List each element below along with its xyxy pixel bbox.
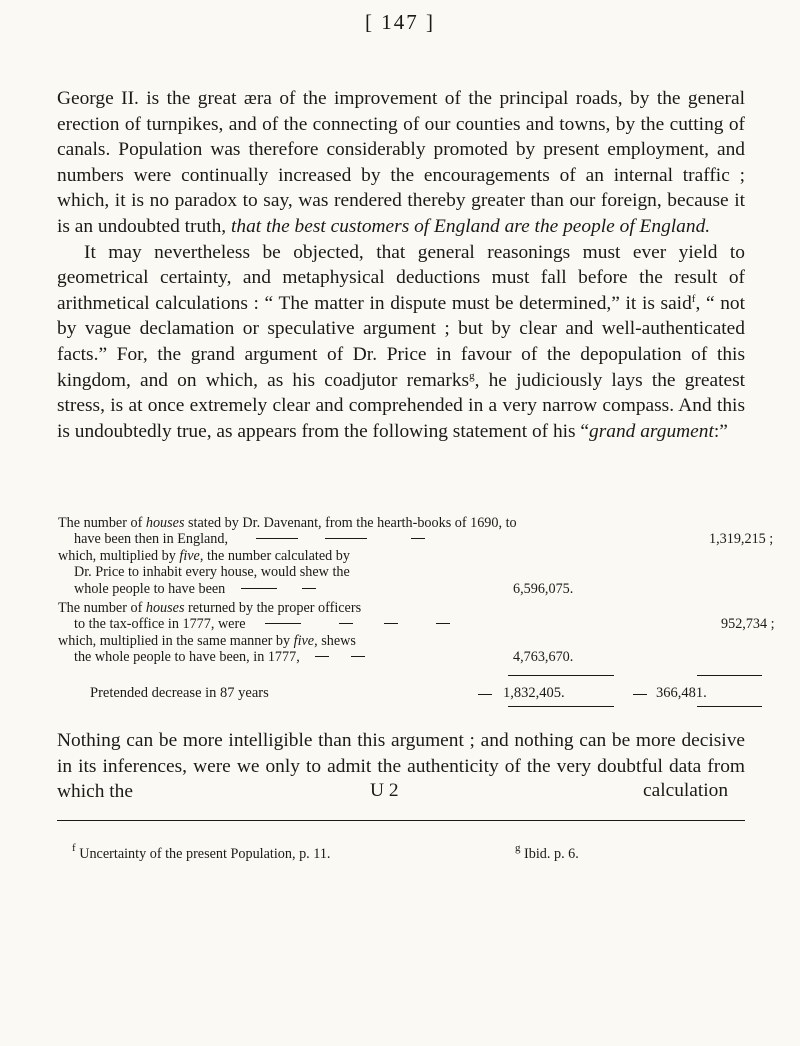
sum-rule	[697, 706, 762, 707]
paragraph-2: It may nevertheless be objected, that general reasonings must ever yield to geometrical certainty, and metaphysical deductions must fall before the result of arithmetical calculations : “ The matter in dispute must be determined,” it is said$^f$, “ not by vague declamation or speculative argument ; but by clear and well-authenticated facts.” For, the grand argument of Dr. Price in favour of the depopulation of this kingdom, and on which, as his coadjutor remarks$^g$, he judiciously lays the greatest stress, is at once extremely clear and comprehended in a very narrow compass. And this is undoubtedly true, as appears from the following statement of his “grand argument:”	[57, 241, 745, 442]
footnote-g: $^g$ Ibid. p. 6.	[515, 842, 579, 862]
italic-phrase: that the best customers of England are the people of England.	[230, 215, 711, 237]
leader-dash	[325, 538, 367, 539]
table-row: The number of houses stated by Dr. Davenant, from the hearth-books of 1690, to	[58, 515, 517, 531]
catchword: calculation	[643, 780, 729, 801]
leader-dash	[241, 588, 277, 589]
leader-dash	[478, 694, 492, 695]
table-row: the whole people to have been, in 1777, 4,763,670.	[74, 649, 574, 666]
leader-dash	[436, 623, 450, 624]
footnote-ref-g: g	[469, 369, 475, 382]
conclusion-paragraph: Nothing can be more intelligible than this argument ; and nothing can be more decisive in its inferences, were we only to admit the authenticity of the very doubtful data from which the	[57, 730, 745, 803]
value-people-1690: 6,596,075.	[513, 580, 574, 597]
total-decrease-people: 366,481.	[656, 685, 707, 701]
leader-dash	[351, 656, 365, 657]
sum-rule	[508, 706, 614, 707]
signature-mark: U 2	[370, 780, 399, 801]
leader-dash	[411, 538, 425, 539]
leader-dash	[315, 656, 329, 657]
table-row: whole people to have been 6,596,075.	[74, 580, 574, 597]
sum-rule	[697, 675, 762, 676]
leader-dash	[339, 623, 353, 624]
paragraph-1: George II. is the great æra of the improvement of the principal roads, by the general erection of turnpikes, and of the connecting of our counties and towns, by the cutting of canals. Population was therefore considerably promoted by present employment, and numbers were continually increased by the encouragements of an internal traffic ; which, it is no paradox to say, was rendered thereby greater than our foreign, because it is an undoubted truth, that the best customers of England are the people of England.	[57, 88, 745, 237]
leader-dash	[384, 623, 398, 624]
leader-dash	[633, 694, 647, 695]
footnote-ref-f: f	[691, 292, 696, 305]
total-decrease-houses: 1,832,405.	[503, 685, 565, 701]
population-table	[58, 515, 775, 666]
footnotes	[72, 842, 752, 863]
table-row: The number of houses returned by the proper officers	[58, 599, 362, 616]
leader-dash	[302, 588, 316, 589]
footnote-f: $^f$ Uncertainty of the present Population, p. 11.	[72, 842, 331, 862]
leader-dash	[256, 538, 298, 539]
value-houses-1777: 952,734 ;	[721, 616, 775, 633]
value-houses-1690: 1,319,215 ;	[709, 531, 774, 548]
leader-dash	[265, 623, 301, 624]
table-row: Dr. Price to inhabit every house, would shew the	[74, 564, 350, 581]
page-number-header: [ 147 ]	[365, 10, 435, 34]
table-row: which, multiplied by five, the number calculated by	[58, 547, 350, 564]
footnote-rule	[57, 820, 745, 821]
total-label: Pretended decrease in 87 years	[90, 685, 269, 701]
table-row: have been then in England, 1,319,215 ;	[74, 531, 774, 548]
table-row: to the tax-office in 1777, were 952,734 ;	[74, 616, 775, 633]
main-text	[57, 86, 745, 444]
value-people-1777: 4,763,670.	[513, 649, 574, 666]
sum-rule	[508, 675, 614, 676]
table-row: which, multiplied in the same manner by five, shews	[58, 632, 356, 649]
